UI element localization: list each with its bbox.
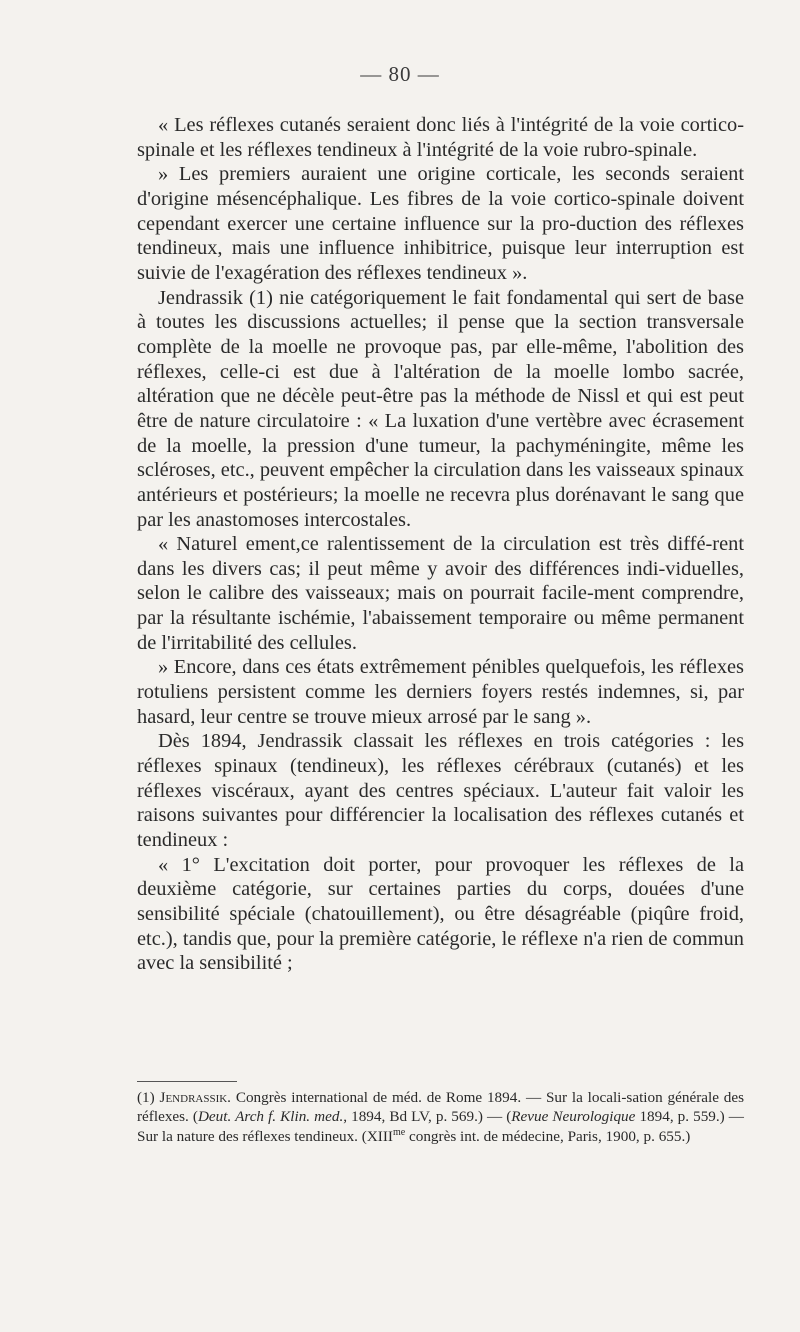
footnote-journal: Deut. Arch f. Klin. med. <box>197 1108 344 1126</box>
paragraph: « Naturel ement,ce ralentissement de la circulation est très diffé-rent dans les divers cas; il peut même y avoir des différences indi-viduelles, selon le calibre des vaisseaux; mais on pourrait facile-ment comprendre, par la résultante ischémie, l'abaissement temporaire ou même permanent de l'irritabilité des cellules. <box>137 533 744 654</box>
footnote-journal: Revue Neurologique <box>511 1108 636 1126</box>
footnote-author: Jendrassik. <box>159 1089 231 1106</box>
footnote-marker: (1) <box>137 1089 155 1106</box>
main-text <box>137 113 744 976</box>
paragraph: Dès 1894, Jendrassik classait les réflexes en trois catégories : les réflexes spinaux (tendineux), les réflexes cérébraux (cutanés) et les réflexes viscéraux, ayant des centres spéciaux. L'auteur fait valoir les raisons suivantes pour différencier la localisation des réflexes cutanés et tendineux : <box>137 730 744 852</box>
footnote-text: Congrès international de méd. de Rome 1894. — Sur la locali-sation générale des réflexes. ( <box>137 1089 745 1126</box>
footnote-text: congrès int. de médecine, Paris, 1900, p. 655.) <box>405 1127 691 1145</box>
footnotes <box>137 1088 744 1146</box>
page-number: — 80 — <box>360 62 440 86</box>
paragraph: Jendrassik (1) nie catégoriquement le fait fondamental qui sert de base à toutes les discussions actuelles; il pense que la section transversale complète de la moelle ne provoque pas, par elle-même, l'abolition des réflexes, celle-ci est due à l'altération de la moelle lombo sacrée, altération que ne décèle peut-être pas la méthode de Nissl et qui est peut être de nature circulatoire : « La luxation d'une vertèbre avec écrasement de la moelle, la pression d'une tumeur, la pachyméningite, même les scléroses, etc., peuvent empêcher la circulation dans les vaisseaux spinaux antérieurs et postérieurs; la moelle ne recevra plus dorénavant le sang que par les anastomoses intercostales. <box>137 286 744 531</box>
paragraph: » Encore, dans ces états extrêmement pénibles quelquefois, les réflexes rotuliens persistent comme les derniers foyers restés indemnes, si, par hasard, leur centre se trouve mieux arrosé par le sang ». <box>137 656 744 728</box>
paragraph: « Les réflexes cutanés seraient donc liés à l'intégrité de la voie cortico-spinale et les réflexes tendineux à l'intégrité de la voie rubro-spinale. <box>137 114 744 161</box>
paragraph: » Les premiers auraient une origine corticale, les seconds seraient d'origine mésencéphalique. Les fibres de la voie cortico-spinale doivent cependant exercer une certaine influence sur la pro-duction des réflexes tendineux, mais une influence inhibitrice, puisque leur interruption est suivie de l'exagération des réflexes tendineux ». <box>137 163 744 284</box>
footnote-superscript: me <box>392 1126 406 1138</box>
footnote-text: 1894, p. 559.) — Sur la nature des réflexes tendineux. (XIII <box>137 1108 744 1145</box>
footnote-text: , 1894, Bd LV, p. 569.) — ( <box>343 1108 512 1126</box>
footnote <box>137 1088 744 1146</box>
footnote-separator <box>137 1081 237 1082</box>
paragraph: « 1° L'excitation doit porter, pour provoquer les réflexes de la deuxième catégorie, sur certaines parties du corps, douées d'une sensibilité spéciale (chatouillement), ou être désagréable (piqûre froid, etc.), tandis que, pour la première catégorie, le réflexe n'a rien de commun avec la sensibilité ; <box>137 853 744 975</box>
